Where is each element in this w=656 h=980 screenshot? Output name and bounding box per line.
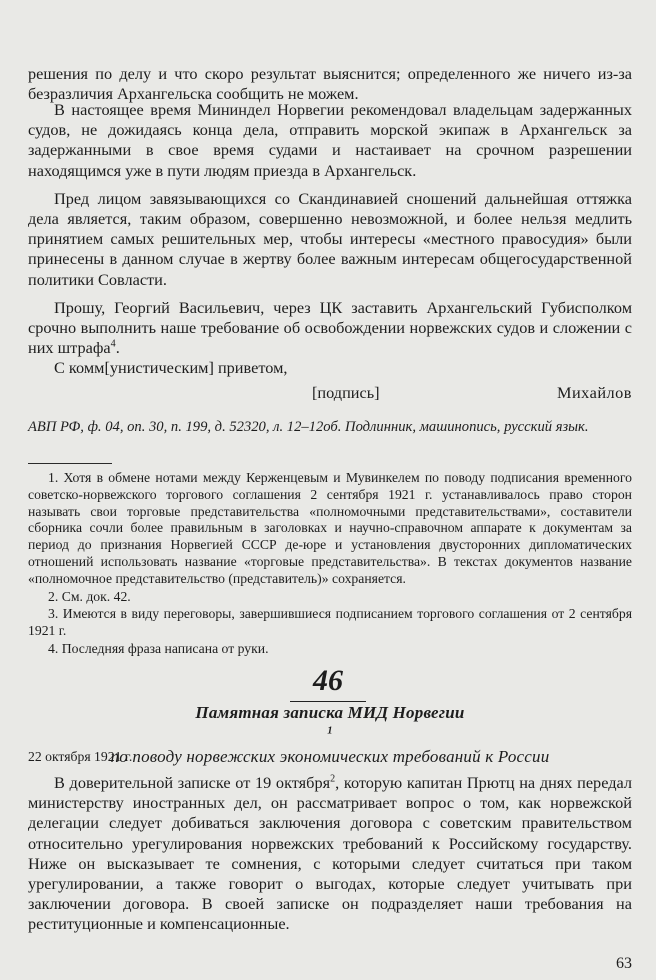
document-date: 22 октября 1921 г. xyxy=(28,749,133,764)
memo-footnote-mark: 2 xyxy=(330,773,336,785)
footnote-2: 2. См. док. 42. xyxy=(48,588,131,604)
continued-paragraph xyxy=(28,64,632,104)
memo-paragraph xyxy=(28,773,632,935)
paragraph-request xyxy=(28,298,632,359)
page-number: 63 xyxy=(616,955,632,972)
greeting: С комм[унистическим] приветом, xyxy=(54,358,288,378)
footnote-4: 4. Последняя фраза написана от руки. xyxy=(48,640,269,656)
request-end: . xyxy=(115,338,120,358)
memo-body xyxy=(28,773,632,935)
signatory-name: Михайлов xyxy=(556,383,632,402)
footnote-3: 3. Имеются в виду переговоры, завершившиеся подписанием торгового соглашения от 2 сентября 1921 г. xyxy=(28,606,632,639)
title-line-1-text: Памятная записка МИД Норвегии xyxy=(195,703,465,722)
continued-paragraph-text: решения по делу и что скоро результат выяснится; определенного же ничего из-за безразличия Архангельска сообщить не можем. xyxy=(28,64,632,104)
document-number: 46 xyxy=(313,664,343,697)
footnote-1: 1. Хотя в обмене нотами между Керженцевым и Мувинкелем по поводу подписания временного советско-норвежского торгового соглашения 2 сентября 1921 г. устанавливалось право сторон называть свои торговые представительства «полномочными представительствами», составители сборника сочли более правильным в заголовках и научно-справочном аппарате к документам за период до признания Норвегией СССР де-юре и установления двусторонних дипломатических отношений использовать название «торговые представительства». В текстах документов название «полномочное представительство (представитель)» сохраняется. xyxy=(28,470,632,586)
request-text: Прошу, Георгий Васильевич, через ЦК заставить Архангельский Губисполком срочно выполнить наше требование об освобождении норвежских судов и сложении с них штрафа xyxy=(28,297,632,358)
title-footnote-mark: 1 xyxy=(327,725,333,737)
footnotes xyxy=(28,470,632,658)
archive-reference: АВП РФ, ф. 04, оп. 30, п. 199, д. 52320, л. 12–12об. Подлинник, машинопись, русский язык. xyxy=(28,419,589,435)
signature-note: [подпись] xyxy=(312,383,380,402)
document-title-line-2: по поводу норвежских экономических требований к России xyxy=(110,747,550,766)
paragraph-ministry-recommendation: В настоящее время Мининдел Норвегии рекомендовал владельцам задержанных судов, не дожидаясь конца дела, отправить морской экипаж в Архангельск за задержанными в свое время судами и настаивает на срочном разрешении находящимся уже в пути людям приезда в Архангельск. xyxy=(28,100,632,180)
footnote-divider xyxy=(28,463,112,464)
document-title-line-1 xyxy=(28,702,632,746)
footnote-mark: 4 xyxy=(110,338,116,350)
paragraph-scandinavian-relations: Пред лицом завязывающихся со Скандинавией сношений дальнейшая оттяжка дела является, таким образом, совершенно невозможной, и более нельзя медлить принятием самых решительных мер, чтобы интересы «местного правосудия» были принесены в данном случае в жертву более важным интересам общегосударственной политики Совласти. xyxy=(28,188,632,289)
memo-paragraph-rest: , которую капитан Прютц на днях передал министерству иностранных дел, он рассматривает вопрос о том, как норвежской делегации следует добиваться заключения договора с советским правительством относительно урегулирования норвежских требований к Российскому государству. Ниже он высказывает те сомнения, с которыми следует считаться при таком урегулировании, а также говорит о выгодах, которые следует учитывать при заключении договора. В своей записке он подразделяет наши требования на реституционные и компенсационные. xyxy=(28,773,632,934)
letter-body xyxy=(28,100,632,379)
memo-paragraph-start: В доверительной записке от 19 октября xyxy=(54,773,331,792)
